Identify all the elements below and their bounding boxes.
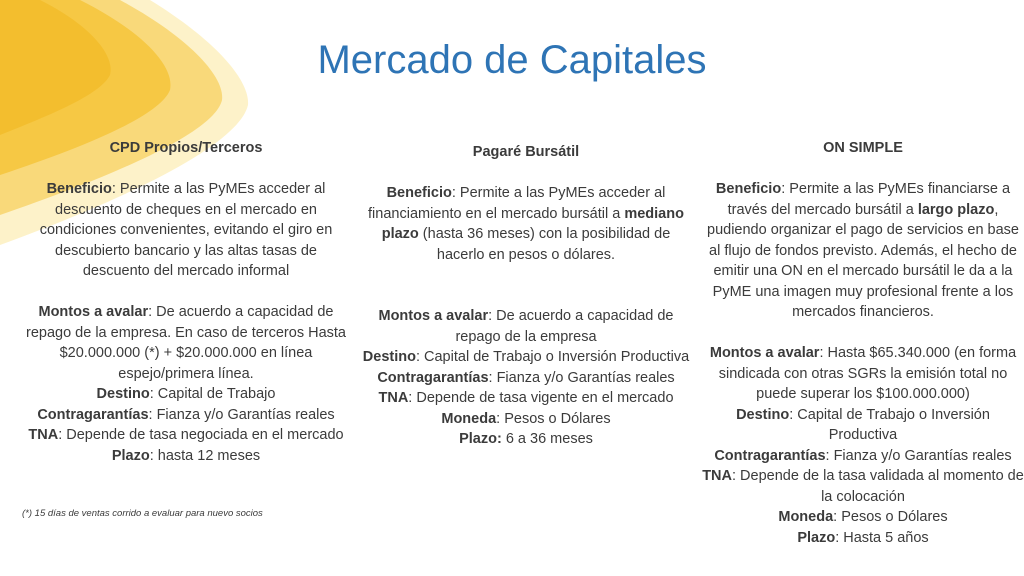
moneda-line (702, 507, 1024, 528)
beneficio-label: Beneficio (386, 185, 452, 201)
moneda-text: : Pesos o Dólares (833, 509, 948, 525)
montos-paragraph (22, 302, 350, 384)
beneficio-bold: mediano plazo (381, 205, 684, 242)
tna-label: TNA (378, 390, 409, 406)
column-heading: CPD Propios/Terceros (109, 140, 263, 156)
destino-label: Destino (736, 406, 790, 423)
beneficio-text: : Permite a las PyMEs financiarse a través del mercado bursátil a (727, 181, 1011, 218)
contragarantias-line (22, 405, 350, 426)
footnote: (*) 15 días de ventas corrido a evaluar para nuevo socios (22, 508, 263, 519)
montos-label: Montos a avalar (38, 304, 149, 320)
plazo-label: Plazo (797, 529, 836, 546)
column-cpd (22, 138, 350, 466)
tna-line (22, 425, 350, 446)
tna-text: : Depende de tasa vigente en el mercado (408, 390, 674, 406)
moneda-label: Moneda (441, 410, 497, 427)
contragarantias-label: Contragarantías (714, 447, 826, 464)
montos-text: : Hasta $65.340.000 (en forma sindicada con otras SGRs la emisión total no puede superar los $100.000.000) (718, 345, 1017, 402)
contragarantias-text: : Fianza y/o Garantías reales (148, 406, 335, 423)
montos-paragraph (362, 306, 690, 347)
montos-paragraph (702, 343, 1024, 405)
destino-line (22, 384, 350, 405)
plazo-line (702, 528, 1024, 549)
moneda-line (362, 409, 690, 430)
column-heading: Pagaré Bursátil (472, 144, 580, 160)
plazo-line (362, 429, 690, 450)
column-pagare (362, 142, 690, 450)
plazo-label: Plazo (111, 447, 150, 464)
montos-text: : De acuerdo a capacidad de repago de la empresa. En caso de terceros Hasta $20.000.000 (*) + $20.000.000 en línea espejo/primera línea. (26, 304, 346, 382)
tna-label: TNA (28, 427, 59, 443)
beneficio-bold: largo plazo (917, 201, 995, 218)
beneficio-paragraph (702, 179, 1024, 323)
destino-line (362, 347, 690, 368)
tna-label: TNA (702, 468, 732, 484)
beneficio-label: Beneficio (46, 181, 112, 197)
contragarantias-line (702, 446, 1024, 467)
tna-line (702, 466, 1024, 507)
destino-text: : Capital de Trabajo o Inversión Productiva (789, 406, 990, 443)
beneficio-text-end: , pudiendo organizar el pago de servicios en base al flujo de fondos previsto. Además, el hecho de emitir una ON en el mercado bursátil le da a la PyME una imagen muy profesional frente a los mercados financieros. (707, 201, 1019, 320)
destino-line (702, 405, 1024, 446)
beneficio-paragraph (22, 179, 350, 282)
plazo-line (22, 446, 350, 467)
contragarantias-text: : Fianza y/o Garantías reales (825, 447, 1012, 464)
montos-text: : De acuerdo a capacidad de repago de la empresa (455, 308, 674, 345)
destino-text: : Capital de Trabajo (149, 386, 276, 402)
contragarantias-text: : Fianza y/o Garantías reales (488, 369, 675, 386)
destino-text: : Capital de Trabajo o Inversión Productiva (415, 349, 690, 365)
tna-text: : Depende de tasa negociada en el mercado (58, 427, 344, 443)
moneda-label: Moneda (778, 509, 834, 525)
beneficio-paragraph (362, 183, 690, 265)
plazo-text: : hasta 12 meses (149, 447, 261, 464)
column-heading: ON SIMPLE (823, 140, 903, 156)
contragarantias-label: Contragarantías (37, 406, 149, 423)
destino-label: Destino (96, 386, 150, 402)
beneficio-text: : Permite a las PyMEs acceder al descuento de cheques en el mercado en condiciones convenientes, evitando el giro en descubierto bancario y las altas tasas de descuento del mercado informal (39, 181, 333, 279)
page-title: Mercado de Capitales (317, 38, 707, 82)
destino-label: Destino (362, 349, 416, 365)
beneficio-text-end: (hasta 36 meses) con la posibilidad de hacerlo en pesos o dólares. (418, 226, 671, 263)
plazo-text: : Hasta 5 años (835, 529, 929, 546)
montos-label: Montos a avalar (378, 308, 489, 324)
beneficio-label: Beneficio (715, 181, 782, 197)
contragarantias-label: Contragarantías (377, 369, 489, 386)
beneficio-text: : Permite a las PyMEs acceder al financiamiento en el mercado bursátil a (368, 185, 666, 222)
montos-label: Montos a avalar (709, 345, 820, 361)
column-on-simple (702, 138, 1024, 548)
tna-text: : Depende de la tasa validada al momento de la colocación (732, 468, 1024, 505)
contragarantias-line (362, 368, 690, 389)
tna-line (362, 388, 690, 409)
plazo-text: 6 a 36 meses (501, 431, 593, 447)
moneda-text: : Pesos o Dólares (496, 410, 611, 427)
plazo-label: Plazo: (459, 431, 502, 447)
